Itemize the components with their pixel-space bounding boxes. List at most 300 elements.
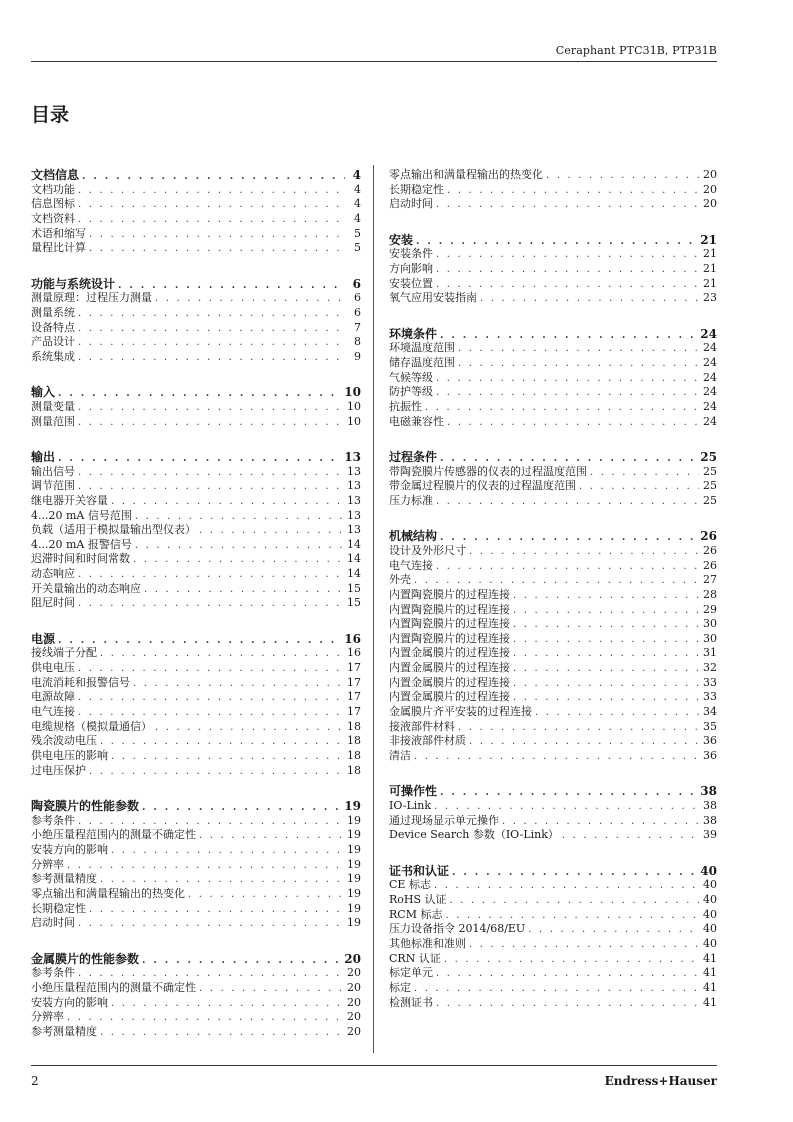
toc-entry[interactable] [31,197,361,212]
dot-leader [434,879,699,894]
toc-entry-title: 方向影响 [389,262,433,275]
dot-leader [513,662,699,677]
toc-entry-title: Device Search 参数（IO-Link） [389,828,559,842]
toc-entry-title: 测量原理：过程压力测量 [31,291,152,305]
toc-entry[interactable] [389,690,717,705]
dot-leader [469,545,699,560]
toc-section-heading[interactable] [31,632,361,647]
toc-entry[interactable] [389,385,717,400]
toc-entry[interactable] [31,596,361,611]
toc-entry[interactable] [31,509,361,524]
dot-leader [111,495,343,510]
toc-section [31,385,361,429]
toc-entry-page: 40 [703,922,717,936]
dot-leader [513,604,699,619]
toc-entry-page: 25 [703,493,717,507]
toc-entry-title: 长期稳定性 [389,182,444,196]
toc-entry[interactable] [31,916,361,931]
toc-section-heading[interactable] [389,327,717,342]
toc-entry[interactable] [31,523,361,538]
toc-entry-title: CRN 认证 [389,951,441,965]
toc-entry-page: 18 [347,734,361,748]
toc-entry[interactable] [389,676,717,691]
dot-leader [447,184,699,199]
toc-section-heading-title: 过程条件 [389,450,438,464]
toc-entry[interactable] [389,544,717,559]
toc-entry[interactable] [31,494,361,509]
toc-section-heading-page: 16 [344,631,361,646]
toc-entry[interactable] [31,661,361,676]
toc-entry[interactable] [31,335,361,350]
toc-entry-title: 内置金属膜片的过程连接 [389,690,510,704]
dot-leader [100,647,343,662]
toc-entry-title: 接线端子分配 [31,646,97,660]
dot-leader [100,1026,343,1041]
toc-entry[interactable] [31,749,361,764]
toc-entry-page: 15 [347,581,361,595]
toc-entry-page: 13 [347,464,361,478]
toc-entry-page: 5 [354,241,361,255]
dot-leader [78,307,345,322]
toc-entry[interactable] [31,479,361,494]
toc-entry-title: 电源故障 [31,690,75,704]
dot-leader [436,386,699,401]
toc-entry-page: 24 [703,414,717,428]
dot-leader [458,342,699,357]
dot-leader [78,466,343,481]
toc-entry-page: 21 [703,262,717,275]
dot-leader [425,401,699,416]
toc-entry-page: 34 [703,705,717,719]
toc-entry-title: 压力标准 [389,493,433,507]
dot-leader [440,329,696,344]
toc-entry-page: 6 [354,305,361,319]
toc-entry[interactable] [389,197,717,212]
toc-entry[interactable] [389,479,717,494]
footer-divider [31,1065,717,1066]
toc-entry-title: 内置陶瓷膜片的过程连接 [389,617,510,631]
dot-leader [89,242,345,257]
toc-entry[interactable] [31,676,361,691]
dot-leader [78,917,343,932]
toc-entry-title: 4...20 mA 信号范围 [31,508,132,522]
toc-entry[interactable] [389,878,717,893]
toc-entry-title: 电缆规格（模拟量通信） [31,719,152,733]
toc-entry-title: 零点输出和满量程输出的热变化 [31,886,185,900]
toc-entry-title: 参考测量精度 [31,872,97,886]
toc-entry[interactable] [31,705,361,720]
toc-entry[interactable] [31,465,361,480]
toc-entry-title: 动态响应 [31,567,75,581]
dot-leader [513,618,699,633]
dot-leader [67,859,343,874]
toc-section-heading-page: 40 [700,863,717,878]
toc-entry-title: 测量范围 [31,414,75,428]
dot-leader [450,894,699,909]
toc-entry-page: 23 [703,291,717,305]
dot-leader [133,677,343,692]
toc-section [389,327,717,429]
toc-entry-title: 零点输出和满量程输出的热变化 [389,168,543,181]
toc-entry[interactable] [389,588,717,603]
toc-entry-page: 20 [347,995,361,1009]
toc-entry[interactable] [389,734,717,749]
toc-entry[interactable] [389,415,717,430]
toc-entry[interactable] [31,966,361,981]
dot-leader [89,765,343,780]
toc-entry[interactable] [389,966,717,981]
toc-section-heading-title: 安装 [389,232,414,247]
dot-leader [440,531,696,546]
toc-entry-title: 产品设计 [31,335,75,349]
toc-entry-title: IO-Link [389,799,432,813]
toc-entry-page: 20 [703,168,717,181]
toc-entry[interactable] [31,902,361,917]
toc-entry[interactable] [389,247,717,262]
toc-entry[interactable] [31,227,361,242]
toc-entry-page: 31 [703,646,717,660]
toc-entry[interactable] [31,1010,361,1025]
toc-entry[interactable] [31,400,361,415]
toc-entry[interactable] [389,981,717,996]
toc-entry[interactable] [389,617,717,632]
toc-entry[interactable] [389,908,717,923]
toc-entry[interactable] [389,262,717,277]
toc-entry[interactable] [389,291,717,306]
dot-leader [100,735,343,750]
dot-leader [458,721,699,736]
toc-entry-title: CE 标志 [389,878,431,892]
toc-entry[interactable] [31,241,361,256]
toc-entry[interactable] [31,538,361,553]
toc-entry[interactable] [31,1025,361,1040]
dot-leader [111,997,343,1012]
toc-entry-page: 39 [703,828,717,842]
dot-leader [67,1011,343,1026]
header-divider [31,61,717,62]
dot-leader [111,750,343,765]
dot-leader [199,829,343,844]
toc-entry-title: 带金属过程膜片的仪表的过程温度范围 [389,479,576,493]
toc-entry[interactable] [389,573,717,588]
toc-entry-page: 41 [703,966,717,980]
toc-entry-page: 18 [347,719,361,733]
toc-entry-title: 电流消耗和报警信号 [31,675,130,689]
toc-section [31,799,361,931]
toc-entry[interactable] [389,603,717,618]
toc-entry[interactable] [389,705,717,720]
toc-entry[interactable] [31,858,361,873]
toc-entry-title: 电气连接 [389,558,433,572]
toc-section [31,952,361,1040]
toc-entry[interactable] [31,306,361,321]
toc-entry-page: 4 [354,211,361,225]
toc-entry[interactable] [389,893,717,908]
toc-section-heading-page: 20 [344,951,361,966]
toc-entry-page: 19 [347,828,361,842]
toc-entry[interactable] [389,937,717,952]
brand-name: Endress+Hauser [604,1074,717,1088]
toc-section-heading-page: 26 [700,529,717,544]
toc-section-heading-page: 25 [700,450,717,464]
toc-entry-title: 供电电压 [31,661,75,675]
toc-entry[interactable] [31,690,361,705]
toc-entry[interactable] [31,321,361,336]
toc-entry-page: 10 [347,414,361,428]
toc-entry-page: 36 [703,748,717,762]
toc-entry-title: 小绝压量程范围内的测量不确定性 [31,828,196,842]
dot-leader [513,633,699,648]
dot-leader [469,735,699,750]
toc-entry-page: 6 [354,291,361,305]
toc-entry[interactable] [389,356,717,371]
toc-section-heading[interactable] [389,864,717,879]
toc-section-heading-title: 证书和认证 [389,863,450,878]
toc-entry[interactable] [389,720,717,735]
toc-section-heading-title: 机械结构 [389,529,438,544]
dot-leader [111,844,343,859]
toc-entry-title: 参考条件 [31,966,75,980]
document-title: Ceraphant PTC31B, PTP31B [555,44,717,57]
toc-section-heading[interactable] [31,952,361,967]
toc-section-heading-title: 功能与系统设计 [31,276,116,291]
dot-leader [78,401,343,416]
toc-entry-page: 13 [347,508,361,522]
toc-entry-page: 4 [354,182,361,196]
toc-entry[interactable] [31,828,361,843]
toc-entry-title: 负载（适用于模拟量输出型仪表） [31,523,196,537]
toc-entry-page: 19 [347,872,361,886]
toc-entry-title: 通过现场显示单元操作 [389,813,499,827]
toc-entry[interactable] [389,996,717,1011]
toc-entry-title: 氧气应用安装指南 [389,291,477,305]
dot-leader [78,480,343,495]
toc-entry-page: 24 [703,399,717,413]
toc-entry[interactable] [389,168,717,183]
dot-leader [78,691,343,706]
toc-section-heading[interactable] [389,529,717,544]
toc-entry[interactable] [389,494,717,509]
toc-entry[interactable] [31,212,361,227]
toc-entry[interactable] [389,828,717,843]
toc-entry-page: 26 [703,558,717,572]
toc-entry[interactable] [389,661,717,676]
toc-entry[interactable] [31,552,361,567]
toc-entry-title: RCM 标志 [389,907,443,921]
toc-entry[interactable] [31,646,361,661]
toc-entry-page: 40 [703,893,717,907]
toc-entry[interactable] [31,887,361,902]
toc-entry-page: 41 [703,995,717,1009]
toc-section-heading-title: 环境条件 [389,326,438,341]
toc-entry[interactable] [31,415,361,430]
dot-leader [78,967,343,982]
dot-leader [590,466,699,481]
toc-entry-page: 18 [347,748,361,762]
dot-leader [513,691,699,706]
toc-section [389,864,717,1010]
toc-entry-page: 19 [347,813,361,827]
toc-entry-title: 标定单元 [389,966,433,980]
toc-entry-page: 40 [703,936,717,950]
toc-entry[interactable] [31,764,361,779]
dot-leader [58,634,340,649]
dot-leader [579,480,699,495]
dot-leader [480,292,699,307]
dot-leader [447,416,699,431]
toc-section [31,168,361,256]
toc-entry-title: 迟滞时间和时间常数 [31,552,130,566]
dot-leader [188,888,343,903]
toc-section-heading[interactable] [389,450,717,465]
toc-entry[interactable] [389,952,717,967]
toc-entry[interactable] [31,734,361,749]
dot-leader [144,583,343,598]
toc-entry-page: 13 [347,523,361,537]
toc-entry-page: 20 [703,182,717,196]
toc-entry-title: 输出信号 [31,464,75,478]
toc-entry-title: 检测证书 [389,995,433,1009]
dot-leader [440,786,696,801]
toc-entry-page: 30 [703,631,717,645]
toc-entry[interactable] [31,567,361,582]
column-divider [373,165,374,1053]
toc-entry-title: 长期稳定性 [31,901,86,915]
toc-entry-page: 21 [703,276,717,290]
toc-entry-title: 电气连接 [31,705,75,719]
toc-section-heading[interactable] [31,277,361,292]
toc-entry[interactable] [31,720,361,735]
toc-entry-page: 19 [347,886,361,900]
toc-section-heading-title: 输出 [31,450,56,464]
dot-leader [133,553,343,568]
toc-entry-title: 文档功能 [31,182,75,196]
dot-leader [434,800,699,815]
toc-entry-title: 启动时间 [389,197,433,211]
toc-section [31,450,361,611]
toc-entry-page: 19 [347,857,361,871]
dot-leader [135,539,343,554]
toc-section-heading-page: 13 [344,450,361,464]
toc-entry[interactable] [389,799,717,814]
page-title: 目录 [31,104,70,126]
toc-entry[interactable] [31,996,361,1011]
toc-entry[interactable] [31,582,361,597]
toc-entry-page: 19 [347,916,361,930]
toc-entry[interactable] [31,981,361,996]
toc-entry[interactable] [389,814,717,829]
toc-entry[interactable] [389,371,717,386]
dot-leader [513,647,699,662]
toc-entry-title: 抗振性 [389,399,422,413]
toc-entry[interactable] [31,350,361,365]
toc-entry-title: 供电电压的影响 [31,748,108,762]
toc-entry-title: 安装条件 [389,247,433,261]
toc-entry-page: 17 [347,675,361,689]
toc-section-heading-page: 21 [700,232,717,247]
toc-entry-page: 15 [347,596,361,610]
toc-entry[interactable] [389,922,717,937]
toc-entry-page: 19 [347,842,361,856]
dot-leader [436,997,699,1012]
toc-entry-page: 5 [354,226,361,240]
toc-entry[interactable] [389,559,717,574]
toc-entry[interactable] [389,632,717,647]
toc-entry-page: 17 [347,690,361,704]
dot-leader [414,982,699,997]
toc-entry[interactable] [389,749,717,764]
toc-section-heading-title: 陶瓷膜片的性能参数 [31,799,140,814]
toc-entry[interactable] [389,465,717,480]
toc-entry[interactable] [389,277,717,292]
dot-leader [78,198,345,213]
toc-section-heading[interactable] [31,799,361,814]
toc-section-heading[interactable] [389,233,717,248]
dot-leader [535,706,699,721]
dot-leader [469,938,699,953]
toc-entry-title: 安装方向的影响 [31,842,108,856]
toc-entry-title: 小绝压量程范围内的测量不确定性 [31,980,196,994]
toc-entry-page: 9 [354,349,361,363]
toc-entry-title: 金属膜片齐平安装的过程连接 [389,705,532,719]
toc-entry[interactable] [389,183,717,198]
toc-entry-title: 储存温度范围 [389,356,455,369]
toc-entry-page: 17 [347,661,361,675]
toc-section-heading-page: 10 [344,385,361,400]
toc-entry[interactable] [31,183,361,198]
toc-entry-page: 20 [347,1024,361,1038]
toc-entry-title: 测量变量 [31,399,75,413]
dot-leader [142,954,340,969]
toc-entry-page: 13 [347,479,361,493]
toc-entry-page: 21 [703,247,717,261]
toc-entry-title: 内置金属膜片的过程连接 [389,646,510,660]
toc-entry[interactable] [31,814,361,829]
toc-entry-page: 41 [703,980,717,994]
dot-leader [458,357,699,372]
toc-section-heading[interactable] [31,385,361,400]
toc-section-heading[interactable] [31,168,361,183]
toc-entry-page: 33 [703,690,717,704]
toc-entry-title: RoHS 认证 [389,893,447,907]
toc-entry[interactable] [31,843,361,858]
toc-entry[interactable] [389,341,717,356]
toc-section-heading[interactable] [389,784,717,799]
dot-leader [78,322,345,337]
toc-entry-page: 25 [703,479,717,493]
dot-leader [78,706,343,721]
toc-section-heading-page: 19 [344,799,361,814]
toc-entry[interactable] [31,872,361,887]
toc-entry-page: 40 [703,878,717,892]
toc-entry[interactable] [389,646,717,661]
toc-entry-page: 4 [354,197,361,211]
toc-entry-page: 24 [703,341,717,355]
toc-entry-title: 防护等级 [389,385,433,399]
toc-entry-page: 26 [703,544,717,557]
toc-section-heading-title: 可操作性 [389,784,438,799]
toc-section-heading[interactable] [31,450,361,465]
toc-entry-title: 4...20 mA 报警信号 [31,537,132,551]
dot-leader [100,873,343,888]
toc-entry[interactable] [31,291,361,306]
toc-entry-page: 20 [703,197,717,211]
toc-section-heading-page: 6 [352,276,361,291]
toc-column-right [389,168,717,1031]
toc-entry[interactable] [389,400,717,415]
toc-entry-page: 28 [703,587,717,601]
toc-entry-title: 内置陶瓷膜片的过程连接 [389,587,510,601]
